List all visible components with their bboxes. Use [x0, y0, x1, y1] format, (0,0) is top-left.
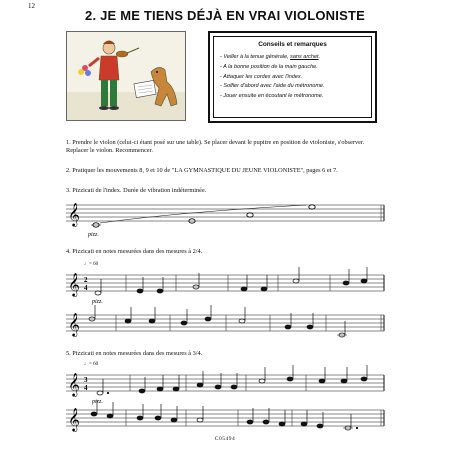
treble-clef-icon: 𝄞 [68, 407, 80, 431]
exercise-3-text: 3. Pizzicati de l'index. Durée de vibration indéterminée. [66, 187, 207, 194]
advice-item: - Attaquer les cordes avec l'index. [220, 73, 303, 80]
treble-clef-icon: 𝄞 [68, 372, 80, 396]
staff-exercise-5a [66, 375, 384, 391]
svg-text:4: 4 [84, 384, 88, 392]
whole-note [247, 213, 253, 217]
exercise-4-text: 4. Pizzicati en notes mesurées dans des mesures à 2/4. [66, 248, 203, 255]
svg-text:2: 2 [84, 276, 88, 284]
tempo-marking-ex5: ♩= 60 [84, 362, 99, 367]
staff-exercise-4b [66, 315, 384, 331]
treble-clef-icon: 𝄞 [68, 312, 80, 336]
page-footer-code: C05494 [214, 436, 236, 442]
notes [89, 305, 347, 337]
staff-exercise-3 [66, 205, 384, 221]
advice-item: - A la bonne position de la main gauche. [220, 63, 318, 70]
pizz-annotation: pizz. [92, 299, 103, 305]
advice-title: Conseils et remarques [258, 41, 327, 48]
exercise-1-text: 1. Prendre le violon (celui-ci étant posé sur une table). Se placer devant le pupitre en position de violoniste, s'observer. Replacer le violon. Recommencer. [66, 139, 365, 155]
staff-exercise-5b [66, 410, 384, 426]
tempo-marking-ex4: ♩= 60 [84, 262, 99, 267]
treble-clef-icon: 𝄞 [68, 272, 80, 296]
pizz-annotation: pizz. [92, 399, 103, 405]
whole-note [309, 205, 315, 209]
exercise-2-text: 2. Pratiquer les mouvements 8, 9 et 10 de "LA GYMNASTIQUE DU JEUNE VIOLONISTE", pages 6 et 7. [66, 167, 338, 174]
notes [97, 365, 367, 395]
pizz-annotation: pizz. [88, 232, 99, 238]
advice-item: - Solfier d'abord avec l'aide du métronome. [220, 83, 325, 90]
tie-line [100, 205, 306, 223]
svg-text:4: 4 [84, 284, 88, 292]
advice-item: - Jouer ensuite en écoutant le métronome. [220, 93, 324, 100]
staff-exercise-4a [66, 275, 384, 291]
treble-clef-icon: 𝄞 [68, 202, 80, 226]
page-number: 12 [28, 2, 35, 10]
notes [91, 400, 358, 430]
exercise-5-text: 5. Pizzicati en notes mesurées dans des mesures à 3/4. [66, 350, 203, 357]
svg-text:3: 3 [84, 376, 88, 384]
advice-item: - Veiller à la tenue générale, sans archet. [220, 54, 321, 60]
page-title: 2. JE ME TIENS DÉJÀ EN VRAI VIOLONISTE [85, 8, 365, 23]
